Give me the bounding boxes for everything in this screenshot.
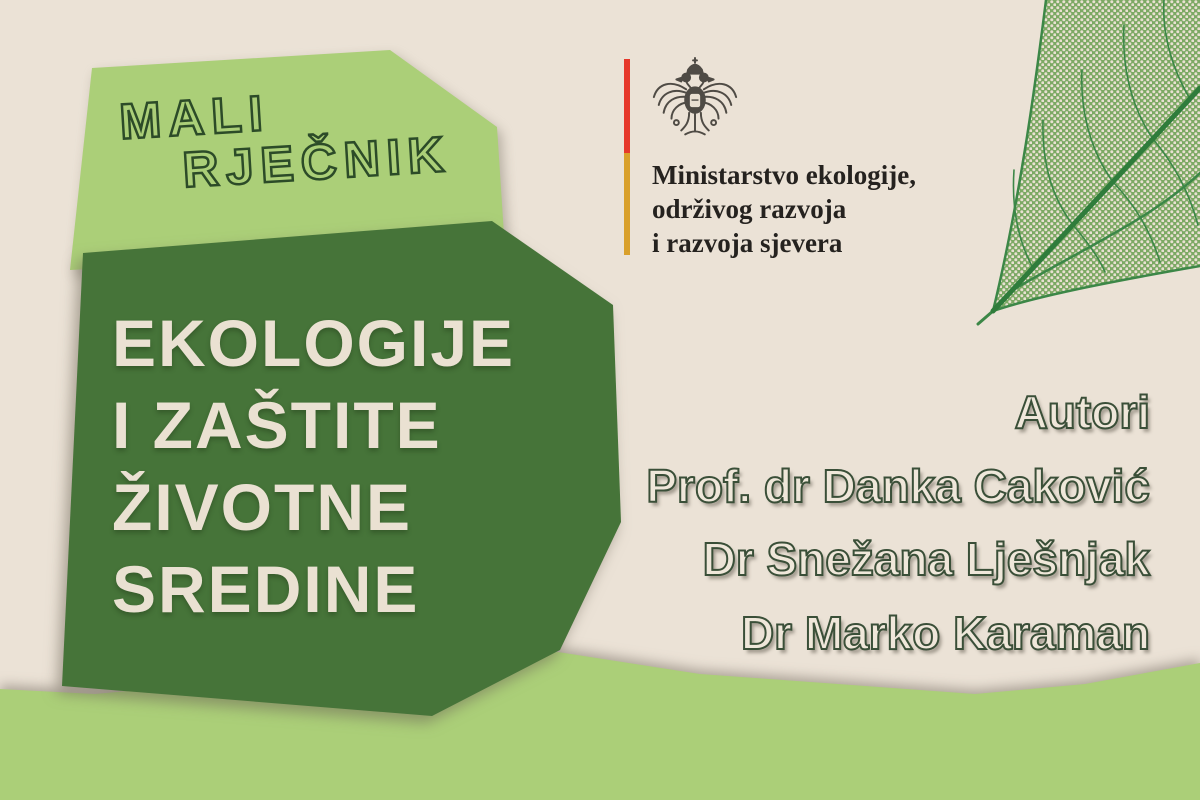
authors-heading: Autori bbox=[1014, 386, 1150, 438]
badge-text bbox=[118, 76, 452, 200]
author-name: Dr Snežana Lješnjak bbox=[702, 533, 1150, 585]
badge-line-2: RJEČNIK bbox=[180, 125, 453, 199]
title-line-1: EKOLOGIJE bbox=[112, 306, 516, 380]
ministry-name-line-3: i razvoja sjevera bbox=[652, 228, 843, 258]
title-line-4: SREDINE bbox=[112, 552, 420, 626]
title-line-3: ŽIVOTNE bbox=[112, 470, 413, 544]
authors-block bbox=[646, 376, 1150, 670]
ministry-flag-bar bbox=[624, 59, 630, 255]
badge-line-1: MALI bbox=[117, 84, 272, 150]
title-line-2: I ZAŠTITE bbox=[112, 388, 442, 462]
main-title bbox=[112, 302, 632, 630]
ministry-name-line-1: Ministarstvo ekologije, bbox=[652, 160, 916, 190]
author-name: Dr Marko Karaman bbox=[740, 606, 1150, 659]
coat-of-arms-icon bbox=[646, 54, 744, 152]
ministry-name-line-2: održivog razvoja bbox=[652, 194, 847, 224]
ministry-name bbox=[652, 158, 916, 260]
author-name: Prof. dr Danka Caković bbox=[646, 459, 1150, 512]
